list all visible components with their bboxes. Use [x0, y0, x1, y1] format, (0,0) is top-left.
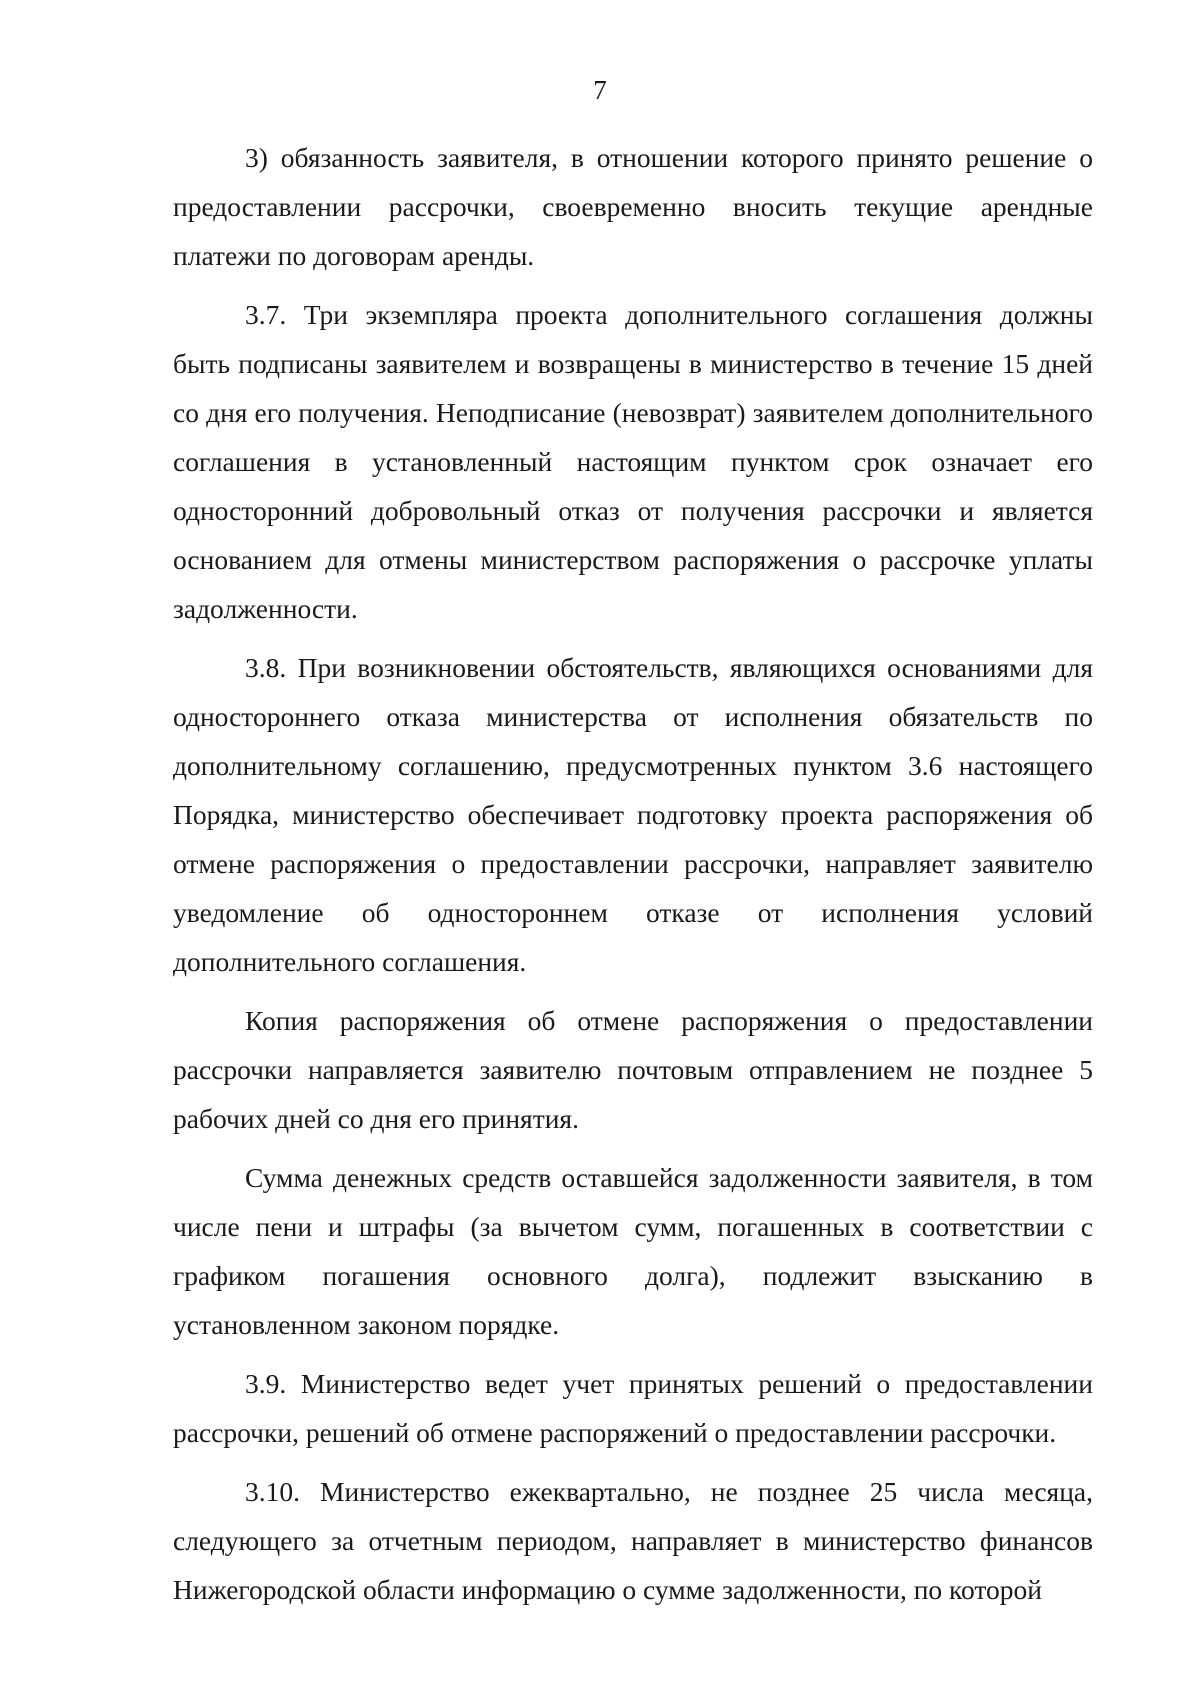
paragraph-debt-sum: Сумма денежных средств оставшейся задолженности заявителя, в том числе пени и штрафы (за вычетом сумм, погашенных в соответствии с графиком погашения основного долга), подлежит взысканию в установленном законом порядке.	[173, 1162, 1093, 1340]
page-number: 7	[593, 75, 607, 105]
paragraph-obligation-3: 3) обязанность заявителя, в отношении которого принято решение о предоставлении рассрочки, своевременно вносить текущие арендные платежи по договорам аренды.	[173, 142, 1093, 271]
paragraph-3-10: 3.10. Министерство ежеквартально, не позднее 25 числа месяца, следующего за отчетным периодом, направляет в министерство финансов Нижегородской области информацию о сумме задолженности, по которой	[173, 1476, 1093, 1605]
paragraph-3-9: 3.9. Министерство ведет учет принятых решений о предоставлении рассрочки, решений об отмене распоряжений о предоставлении рассрочки.	[173, 1368, 1093, 1448]
paragraph-3-7: 3.7. Три экземпляра проекта дополнительного соглашения должны быть подписаны заявителем и возвращены в министерство в течение 15 дней со дня его получения. Неподписание (невозврат) заявителем дополнительного соглашения в установленный настоящим пунктом срок означает его односторонний добровольный отказ от получения рассрочки и является основанием для отмены министерством распоряжения о рассрочке уплаты задолженности.	[173, 299, 1093, 624]
document-body	[173, 133, 1093, 1624]
paragraph-copy-order: Копия распоряжения об отмене распоряжения о предоставлении рассрочки направляется заявителю почтовым отправлением не позднее 5 рабочих дней со дня его принятия.	[173, 1005, 1093, 1134]
paragraph-3-8: 3.8. При возникновении обстоятельств, являющихся основаниями для одностороннего отказа министерства от исполнения обязательств по дополнительному соглашению, предусмотренных пунктом 3.6 настоящего Порядка, министерство обеспечивает подготовку проекта распоряжения об отмене распоряжения о предоставлении рассрочки, направляет заявителю уведомление об одностороннем отказе от исполнения условий дополнительного соглашения.	[173, 652, 1093, 977]
